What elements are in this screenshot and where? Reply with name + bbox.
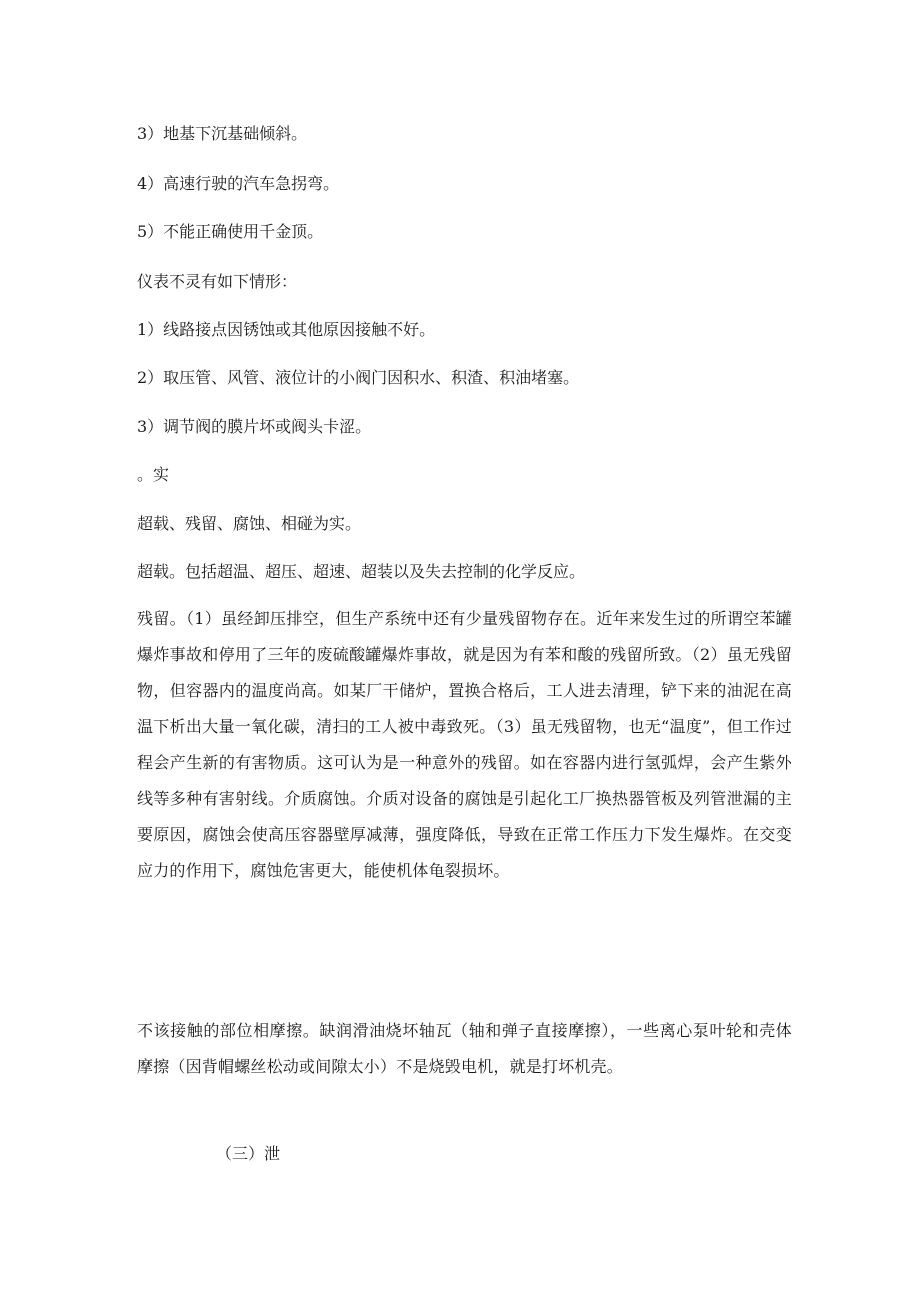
text-line-contact-corrosion: 1）线路接点因锈蚀或其他原因接触不好。 <box>137 320 436 339</box>
paragraph-residue-corrosion: 残留。（1）虽经卸压排空，但生产系统中还有少量残留物存在。近年来发生过的所谓空苯罐爆炸事故和停用了三年的废硫酸罐爆炸事故，就是因为有苯和酸的残留所致。（2）虽无残留物，但容器内的温度尚高。如某厂干储炉，置换合格后，工人进去清理，铲下来的油泥在高温下析出大量一氧化碳，清扫的工人被中毒致死。（3）虽无残留物，也无“温度”，但工作过程会产生新的有害物质。这可认为是一种意外的残留。如在容器内进行氢弧焊，会产生紫外线等多种有害射线。介质腐蚀。介质对设备的腐蚀是引起化工厂换热器管板及列管泄漏的主要原因，腐蚀会使高压容器壁厚减薄，强度降低，导致在正常工作压力下发生爆炸。在交变应力的作用下，腐蚀危害更大，能使机体龟裂损坏。 <box>137 609 792 880</box>
text-line-valve-blockage: 2）取压管、风管、液位计的小阀门因积水、积渣、积油堵塞。 <box>137 368 580 387</box>
section-heading-leak: （三）泄 <box>216 1144 281 1163</box>
text-line-sharp-turn: 4）高速行驶的汽车急拐弯。 <box>137 174 340 193</box>
text-line-diaphragm: 3）调节阀的膜片坏或阀头卡涩。 <box>137 417 372 436</box>
text-line-overload: 超载。包括超温、超压、超速、超装以及失去控制的化学反应。 <box>137 562 586 581</box>
text-line-shi-definition: 超载、残留、腐蚀、相碰为实。 <box>137 514 362 533</box>
section-label-shi: 。实 <box>137 465 170 484</box>
text-line-ground-settlement: 3）地基下沉基础倾斜。 <box>137 124 308 143</box>
text-line-instrument-intro: 仪表不灵有如下情形： <box>137 272 298 291</box>
paragraph-collision: 不该接触的部位相摩擦。缺润滑油烧坏轴瓦（轴和弹子直接摩擦），一些离心泵叶轮和壳体摩擦（因背帽螺丝松动或间隙太小）不是烧毁电机，就是打坏机壳。 <box>137 1021 792 1076</box>
text-line-jack-misuse: 5）不能正确使用千金顶。 <box>137 222 324 241</box>
